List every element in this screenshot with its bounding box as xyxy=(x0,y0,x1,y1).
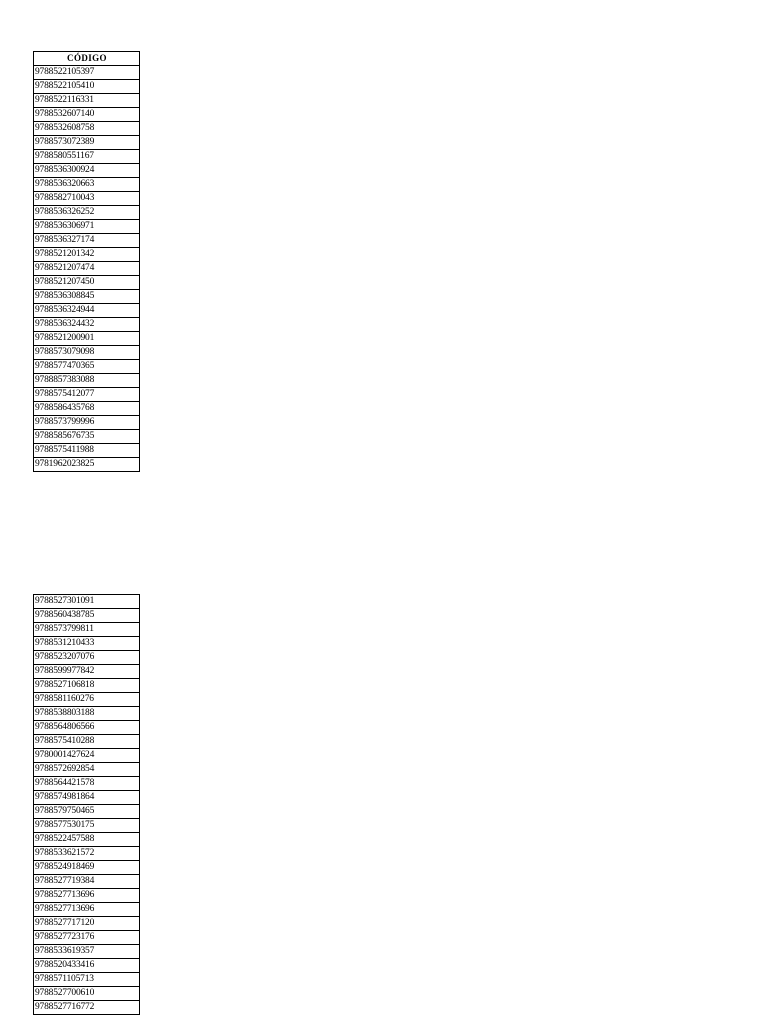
table-row xyxy=(34,637,140,651)
table-row xyxy=(34,609,140,623)
code-cell: 9788527700610 xyxy=(34,987,140,1001)
codigo-table-top xyxy=(33,51,140,472)
table-row xyxy=(34,959,140,973)
code-cell: 9788524918469 xyxy=(34,861,140,875)
table-row xyxy=(34,150,140,164)
code-cell: 9788533619357 xyxy=(34,945,140,959)
code-cell: 9788536320663 xyxy=(34,178,140,192)
code-cell: 9788521201342 xyxy=(34,248,140,262)
code-cell: 9788560438785 xyxy=(34,609,140,623)
table-row xyxy=(34,973,140,987)
code-cell: 9788536326252 xyxy=(34,206,140,220)
code-cell: 9788538803188 xyxy=(34,707,140,721)
code-cell: 9788586435768 xyxy=(34,402,140,416)
code-cell: 9788527719384 xyxy=(34,875,140,889)
table-row xyxy=(34,262,140,276)
table-row xyxy=(34,833,140,847)
table-row xyxy=(34,360,140,374)
table-row xyxy=(34,346,140,360)
code-cell: 9788857383088 xyxy=(34,374,140,388)
table-row xyxy=(34,276,140,290)
table-row xyxy=(34,763,140,777)
table-row xyxy=(34,458,140,472)
code-cell: 9788577470365 xyxy=(34,360,140,374)
code-cell: 9788527713696 xyxy=(34,903,140,917)
table-row xyxy=(34,304,140,318)
code-cell: 9788533621572 xyxy=(34,847,140,861)
table-row xyxy=(34,805,140,819)
table-row xyxy=(34,234,140,248)
table-row xyxy=(34,595,140,609)
code-cell: 9788527106818 xyxy=(34,679,140,693)
code-cell: 9788520433416 xyxy=(34,959,140,973)
table-row xyxy=(34,206,140,220)
table-row xyxy=(34,318,140,332)
table-row xyxy=(34,819,140,833)
table-row xyxy=(34,721,140,735)
table-row xyxy=(34,374,140,388)
table-row xyxy=(34,94,140,108)
table-row xyxy=(34,1001,140,1015)
code-cell: 9788573072389 xyxy=(34,136,140,150)
code-cell: 9788572692854 xyxy=(34,763,140,777)
code-cell: 9788536308845 xyxy=(34,290,140,304)
code-cell: 9788522105397 xyxy=(34,66,140,80)
code-cell: 9788577530175 xyxy=(34,819,140,833)
table-row xyxy=(34,651,140,665)
code-cell: 9788522457588 xyxy=(34,833,140,847)
table-row xyxy=(34,136,140,150)
code-cell: 9788536324944 xyxy=(34,304,140,318)
table-row xyxy=(34,192,140,206)
code-cell: 9788527301091 xyxy=(34,595,140,609)
code-cell: 9788582710043 xyxy=(34,192,140,206)
table-row xyxy=(34,290,140,304)
code-cell: 9788580551167 xyxy=(34,150,140,164)
code-cell: 9788536327174 xyxy=(34,234,140,248)
table-row xyxy=(34,679,140,693)
table-row xyxy=(34,861,140,875)
code-cell: 9788564806566 xyxy=(34,721,140,735)
table-row xyxy=(34,332,140,346)
code-cell: 9788521200901 xyxy=(34,332,140,346)
table-row xyxy=(34,931,140,945)
code-cell: 9788585676735 xyxy=(34,430,140,444)
table-row xyxy=(34,749,140,763)
code-cell: 9788573799811 xyxy=(34,623,140,637)
code-cell: 9788564421578 xyxy=(34,777,140,791)
table-row xyxy=(34,903,140,917)
table-row xyxy=(34,80,140,94)
code-cell: 9788522105410 xyxy=(34,80,140,94)
table-row xyxy=(34,178,140,192)
table-row xyxy=(34,665,140,679)
code-cell: 9788573799996 xyxy=(34,416,140,430)
table-row xyxy=(34,875,140,889)
table-row xyxy=(34,108,140,122)
code-cell: 9788521207474 xyxy=(34,262,140,276)
code-cell: 9788571105713 xyxy=(34,973,140,987)
table-row xyxy=(34,220,140,234)
code-cell: 9788527723176 xyxy=(34,931,140,945)
codigo-table-bottom xyxy=(33,594,140,1015)
table-row xyxy=(34,707,140,721)
codigo-table-bottom-body xyxy=(34,595,140,1015)
code-cell: 9788573079098 xyxy=(34,346,140,360)
code-cell: 9788579750465 xyxy=(34,805,140,819)
code-cell: 9788581160276 xyxy=(34,693,140,707)
code-cell: 9788575410288 xyxy=(34,735,140,749)
table-row xyxy=(34,444,140,458)
table-row xyxy=(34,164,140,178)
code-cell: 9788532608758 xyxy=(34,122,140,136)
table-row xyxy=(34,623,140,637)
table-row xyxy=(34,987,140,1001)
codigo-table-top-body xyxy=(34,66,140,472)
table-row xyxy=(34,402,140,416)
table-row xyxy=(34,693,140,707)
code-cell: 9788527713696 xyxy=(34,889,140,903)
code-cell: 9788527717120 xyxy=(34,917,140,931)
table-row xyxy=(34,791,140,805)
table-row xyxy=(34,248,140,262)
table-row xyxy=(34,735,140,749)
code-cell: 9788531210433 xyxy=(34,637,140,651)
code-cell: 9788521207450 xyxy=(34,276,140,290)
code-cell: 9788536324432 xyxy=(34,318,140,332)
code-cell: 9788574981864 xyxy=(34,791,140,805)
code-cell: 9780001427624 xyxy=(34,749,140,763)
table-row xyxy=(34,889,140,903)
code-cell: 9788523207076 xyxy=(34,651,140,665)
codigo-column-header: CÓDIGO xyxy=(34,52,140,66)
code-cell: 9788536300924 xyxy=(34,164,140,178)
code-cell: 9788599977842 xyxy=(34,665,140,679)
table-row xyxy=(34,388,140,402)
code-cell: 9781962023825 xyxy=(34,458,140,472)
table-row xyxy=(34,777,140,791)
code-cell: 9788527716772 xyxy=(34,1001,140,1015)
table-row xyxy=(34,66,140,80)
code-cell: 9788575412077 xyxy=(34,388,140,402)
table-row xyxy=(34,122,140,136)
table-row xyxy=(34,945,140,959)
table-header-row xyxy=(34,52,140,66)
table-row xyxy=(34,416,140,430)
table-row xyxy=(34,917,140,931)
table-row xyxy=(34,430,140,444)
table-row xyxy=(34,847,140,861)
code-cell: 9788575411988 xyxy=(34,444,140,458)
code-cell: 9788522116331 xyxy=(34,94,140,108)
code-cell: 9788536306971 xyxy=(34,220,140,234)
code-cell: 9788532607140 xyxy=(34,108,140,122)
